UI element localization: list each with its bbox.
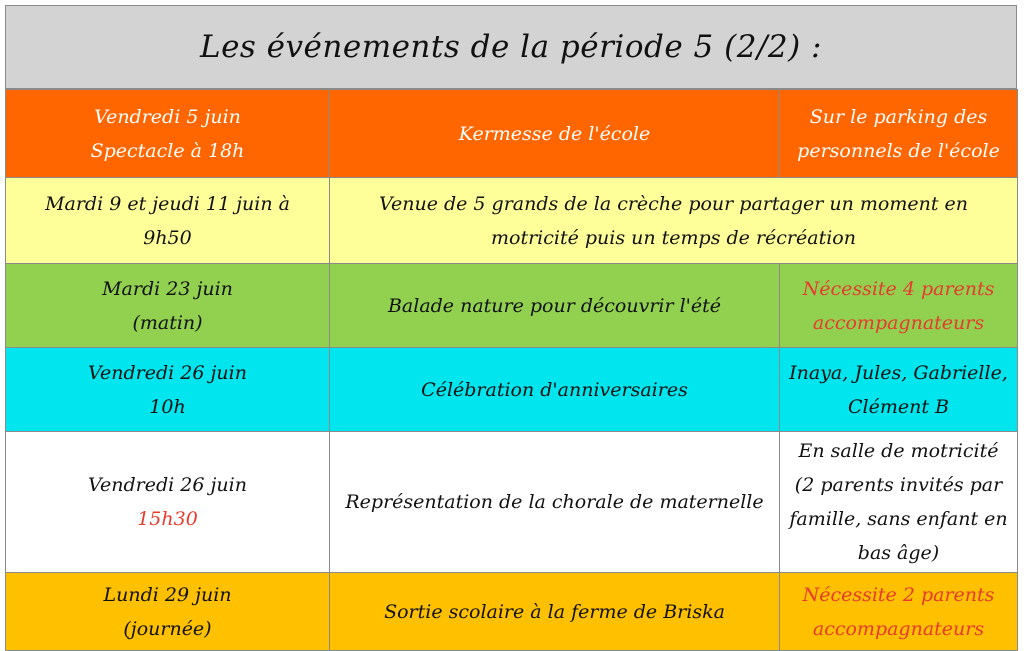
page-title: Les événements de la période 5 (2/2) : bbox=[5, 5, 1017, 89]
table-row bbox=[6, 178, 1018, 264]
event-cell: Sortie scolaire à la ferme de Briska bbox=[330, 573, 780, 651]
note-cell: En salle de motricité (2 parents invités par famille, sans enfant en bas âge) bbox=[780, 432, 1018, 573]
date-cell: Mardi 9 et jeudi 11 juin à 9h50 bbox=[6, 178, 330, 264]
table-row bbox=[6, 264, 1018, 348]
date-cell: Vendredi 26 juin 10h bbox=[6, 348, 330, 432]
date-cell: Lundi 29 juin (journée) bbox=[6, 573, 330, 651]
event-cell: Balade nature pour découvrir l'été bbox=[330, 264, 780, 348]
table-row bbox=[6, 348, 1018, 432]
date-cell: Mardi 23 juin (matin) bbox=[6, 264, 330, 348]
note-cell: Nécessite 2 parents accompagnateurs bbox=[780, 573, 1018, 651]
events-table bbox=[5, 89, 1018, 651]
events-sheet bbox=[5, 5, 1017, 640]
event-cell: Venue de 5 grands de la crèche pour partager un moment en motricité puis un temps de récréation bbox=[330, 178, 1018, 264]
note-cell: Inaya, Jules, Gabrielle, Clément B bbox=[780, 348, 1018, 432]
date-cell: Vendredi 26 juin 15h30 bbox=[6, 432, 330, 573]
event-cell: Kermesse de l'école bbox=[330, 90, 780, 178]
date-cell: Vendredi 5 juin Spectacle à 18h bbox=[6, 90, 330, 178]
event-cell: Célébration d'anniversaires bbox=[330, 348, 780, 432]
table-row bbox=[6, 90, 1018, 178]
table-row bbox=[6, 432, 1018, 573]
note-cell: Nécessite 4 parents accompagnateurs bbox=[780, 264, 1018, 348]
note-cell: Sur le parking des personnels de l'école bbox=[780, 90, 1018, 178]
event-cell: Représentation de la chorale de maternelle bbox=[330, 432, 780, 573]
table-row bbox=[6, 573, 1018, 651]
